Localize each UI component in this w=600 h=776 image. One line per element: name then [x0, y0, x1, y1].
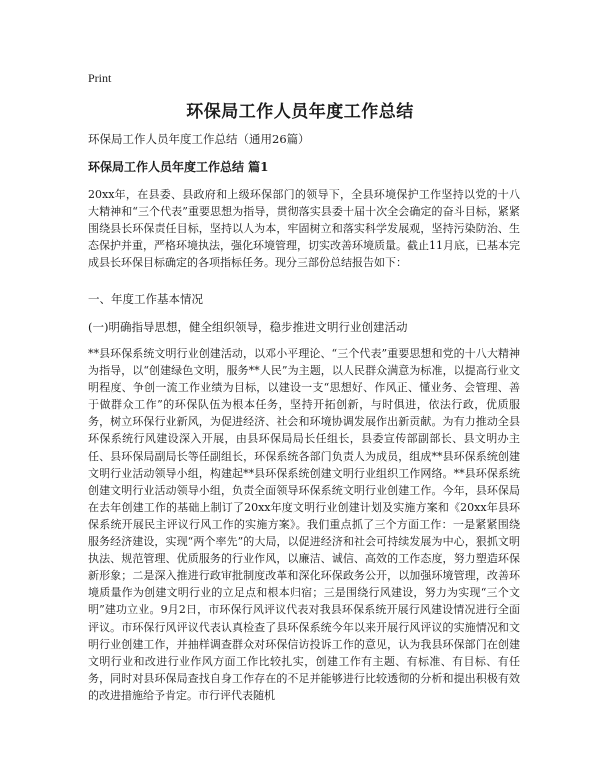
paragraph-civilization-activity: **县环保系统文明行业创建活动，以邓小平理论、“三个代表”重要思想和党的十八大精神为指导，以“创建绿色文明，服务**人民”为主题，以人民群众满意为标准，以提高行业文明程度、争创一流工作业绩为目标，以建设一支“思想好、作风正、懂业务、会管理、善于做群众工作”的环保队伍为根本任务，坚持开拓创新，与时俱进，依法行政，优质服务，树立环保行业新风，为促进经济、社会和环境协调发展作出新贡献。为有力推动全县环保系统行风建设深入开展，由县环保局局长任组长，县委宣传部副部长、县文明办主任、县环保局副局长等任副组长，环保系统各部门负责人为成员，组成**县环保系统创建文明行业活动领导小组，构建起**县环保系统创建文明行业组织工作网络。**县环保系统创建文明行业活动领导小组，负责全面领导环保系统文明行业创建工作。今年，县环保局在去年创建工作的基础上制订了20xx年度文明行业创建计划及实施方案和《20xx年县环保系统开展民主评议行风工作的实施方案》。我们重点抓了三个方面工作：一是紧紧围绕服务经济建设，实现“两个率先”的大局，以促进经济和社会可持续发展为中心，狠抓文明执法、规范管理、优质服务的行业作风，以廉洁、诚信、高效的工作态度，努力塑造环保新形象；二是深入推进行政审批制度改革和深化环保政务公开，以加强环境管理，改善环境质量作为创建文明行业的立足点和根本归宿；三是围绕行风建设，努力为实现“三个文明”建功立业。9月2日，市环保行风评议代表对我县环保系统开展行风建设情况进行全面评议。市环保行风评议代表认真检查了县环保系统今年以来开展行风评议的实施情况和文明行业创建工作，并抽样调查群众对环保信访投诉工作的意见，认为我县环保部门在创建文明行业和改进行业作风方面工作比较扎实，创建工作有主题、有标准、有目标、有任务，同时对县环保局查找自身工作存在的不足并能够进行比较透彻的分析和提出积极有效的改进措施给予肯定。市行评代表随机	[88, 347, 520, 702]
document-title: 环保局工作人员年度工作总结	[186, 102, 414, 122]
section-title: 环保局工作人员年度工作总结 篇1	[88, 160, 269, 174]
print-label: Print	[88, 71, 112, 85]
heading-annual-overview: 一、年度工作基本情况	[88, 292, 203, 306]
document-subtitle: 环保局工作人员年度工作总结（通用26篇）	[88, 132, 310, 146]
paragraph-intro: 20xx年，在县委、县政府和上级环保部门的领导下，全县环境保护工作坚持以党的十八大精神和“三个代表”重要思想为指导，贯彻落实县委十届十次全会确定的奋斗目标，紧紧围绕县长环保责任目标，坚持以人为本，牢固树立和落实科学发展观，坚持污染防治、生态保护并重，严格环境执法，强化环境管理，切实改善环境质量。截止11月底，已基本完成县长环保目标确定的各项指标任务。现分三部份总结报告如下：	[88, 188, 520, 270]
heading-guiding-thought: (一)明确指导思想，健全组织领导，稳步推进文明行业创建活动	[88, 320, 408, 334]
